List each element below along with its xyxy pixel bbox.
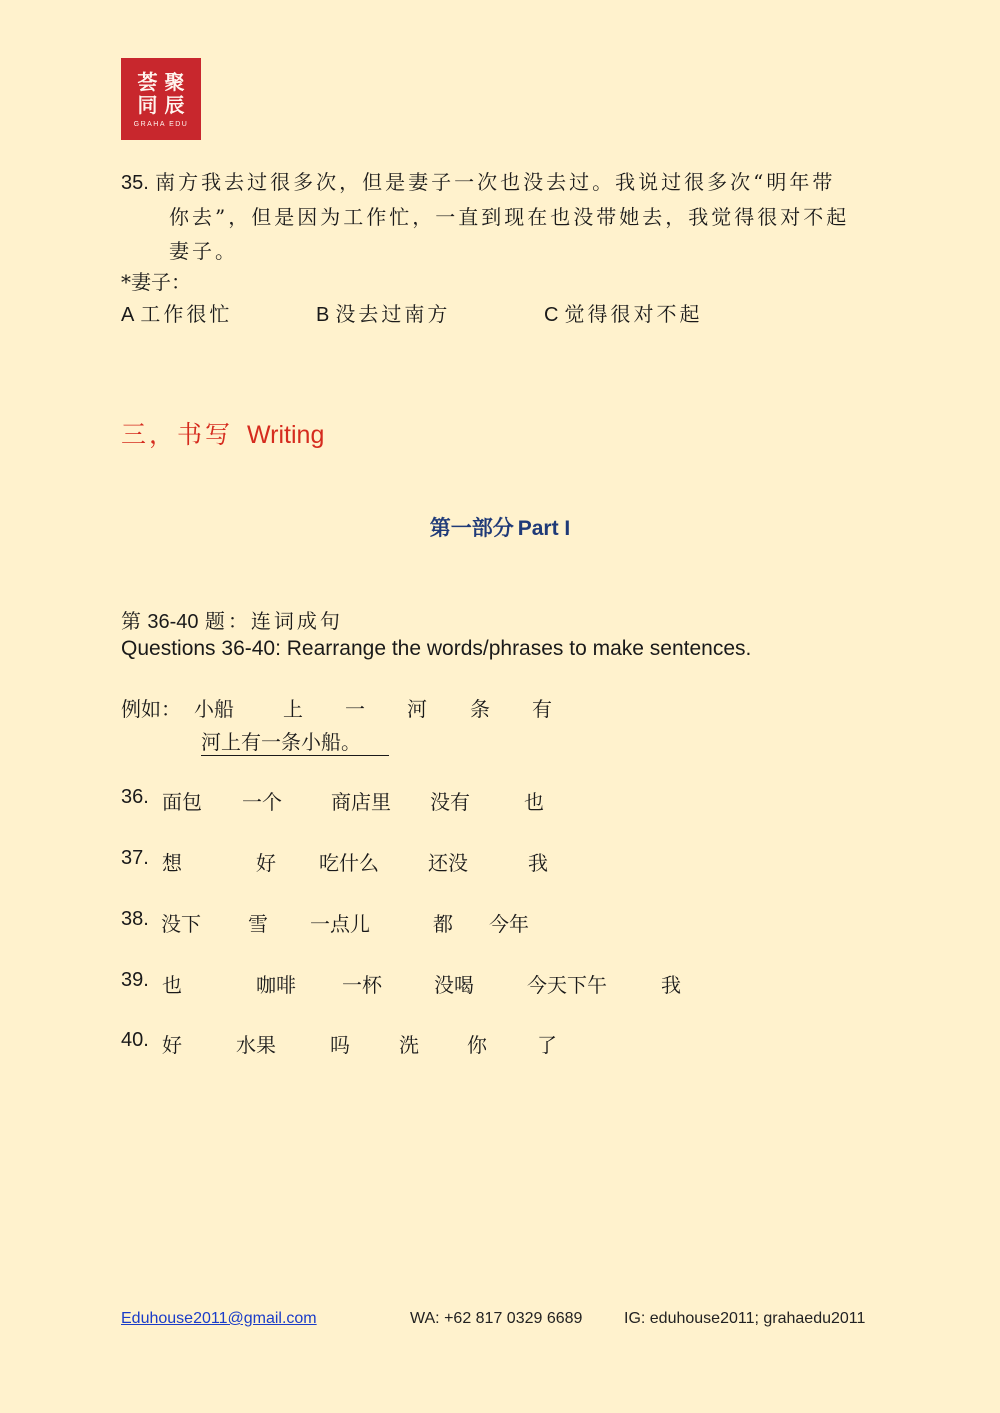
word-tile[interactable]: 没有 [430,790,470,814]
question-number: 39. [121,969,149,991]
question-35-line-1 [121,165,849,200]
word-tile[interactable]: 还没 [428,851,468,875]
example-word: 有 [532,697,552,721]
question-36 [121,786,621,816]
instructions-en: Questions 36-40: Rearrange the words/phrases to make sentences. [121,637,752,660]
example-answer: 河上有一条小船。 [201,726,389,756]
part-title-cn: 第一部分 [429,515,514,540]
footer-instagram: IG: eduhouse2011; grahaedu2011 [624,1310,866,1327]
logo-glyph: 聚 [164,69,185,94]
option-text: 工作很忙 [140,302,233,326]
instructions-cn-suffix: 题：连词成句 [204,609,343,633]
word-tile[interactable]: 也 [524,790,544,814]
word-tile[interactable]: 没喝 [434,973,474,997]
example-word: 条 [470,697,490,721]
question-35-line-3: 妻子。 [169,239,238,263]
question-number: 36. [121,786,149,808]
question-38 [121,908,621,938]
word-tile[interactable]: 一杯 [342,973,382,997]
example-word: 一 [345,697,365,721]
logo-glyph: 荟 [137,69,158,94]
option-text: 觉得很对不起 [564,302,703,326]
word-tile[interactable]: 我 [528,851,548,875]
instructions-cn-prefix: 第 [121,609,141,633]
word-tile[interactable]: 洗 [399,1033,419,1057]
footer-whatsapp: WA: +62 817 0329 6689 [410,1310,583,1327]
example-label: 例如： [121,697,181,721]
question-number: 37. [121,847,149,869]
question-number: 35. [121,172,149,194]
option-c[interactable] [544,298,702,327]
word-tile[interactable]: 好 [162,1033,182,1057]
section-title [121,415,324,451]
instructions-cn [121,605,343,634]
question-35-line-2: 你去”，但是因为工作忙，一直到现在也没带她去，我觉得很对不起 [169,205,850,229]
word-tile[interactable]: 想 [162,851,182,875]
example-word: 河 [407,697,427,721]
question-text: 南方我去过很多次，但是妻子一次也没去过。我说过很多次“明年带 [155,170,836,194]
word-tile[interactable]: 好 [256,851,276,875]
word-tile[interactable]: 一个 [242,790,282,814]
logo-glyph: 辰 [164,92,185,117]
word-tile[interactable]: 没下 [161,912,201,936]
option-b[interactable] [316,298,450,327]
word-tile[interactable]: 我 [661,973,681,997]
question-35-prompt: *妻子： [121,270,191,294]
example-row [121,693,621,723]
word-tile[interactable]: 今天下午 [527,973,607,997]
section-title-cn: 三，书写 [121,420,234,449]
option-a[interactable] [121,298,232,327]
word-tile[interactable]: 都 [433,912,453,936]
word-tile[interactable]: 也 [162,973,182,997]
option-letter: A [121,304,135,326]
question-37 [121,847,621,877]
word-tile[interactable]: 了 [537,1033,557,1057]
question-39 [121,969,721,999]
word-tile[interactable]: 咖啡 [256,973,296,997]
question-40 [121,1029,621,1059]
email-link[interactable]: Eduhouse2011@gmail.com [121,1310,317,1327]
logo-text: GRAHA EDU [133,120,189,128]
part-title-en: Part I [517,517,571,540]
option-text: 没去过南方 [335,302,451,326]
word-tile[interactable]: 一点儿 [310,912,370,936]
logo-glyph: 同 [137,92,158,117]
question-number: 38. [121,908,149,930]
example-word: 小船 [194,697,234,721]
part-title [0,512,1000,542]
option-letter: B [316,304,330,326]
graha-edu-logo [121,58,201,140]
word-tile[interactable]: 雪 [248,912,268,936]
option-letter: C [544,304,559,326]
footer-email[interactable] [121,1310,317,1328]
word-tile[interactable]: 你 [467,1033,487,1057]
question-35 [121,165,849,268]
word-tile[interactable]: 水果 [236,1033,276,1057]
word-tile[interactable]: 吗 [330,1033,350,1057]
question-number: 40. [121,1029,149,1051]
word-tile[interactable]: 吃什么 [319,851,379,875]
example-word: 上 [283,697,303,721]
section-title-en: Writing [247,421,325,449]
word-tile[interactable]: 商店里 [331,790,391,814]
logo-seal-icon [134,71,188,117]
word-tile[interactable]: 今年 [489,912,529,936]
instructions-cn-range: 36-40 [147,611,199,633]
word-tile[interactable]: 面包 [162,790,202,814]
